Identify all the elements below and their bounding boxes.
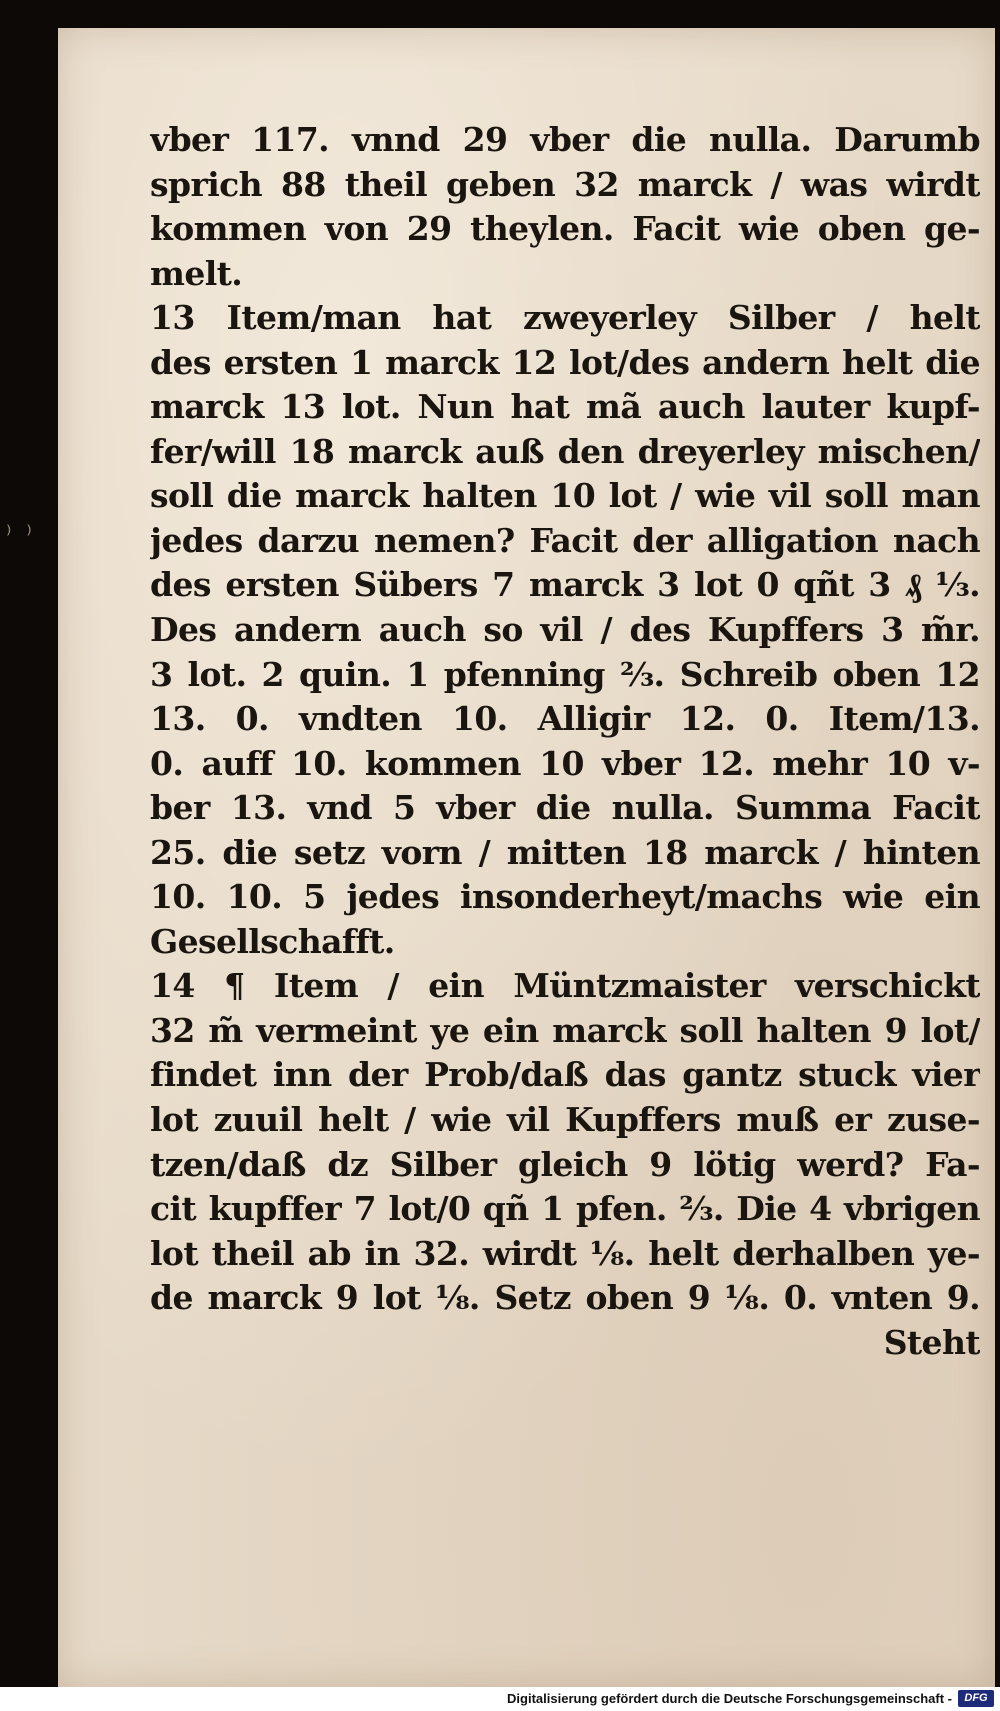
text-line-21: 32 m̃ vermeint ye ein marck soll halten 9 lot/ [150,1010,980,1050]
text-line-24: tzen/daß dz Silber gleich 9 lötig werd? Fa- [150,1144,980,1184]
text-line-11: des ersten Sübers 7 marck 3 lot 0 qñt 3 ₰ ⅓. [150,565,980,605]
dfg-logo-icon: DFG [958,1690,994,1707]
text-line-13: 3 lot. 2 quin. 1 pfenning ⅔. Schreib oben 12 [150,654,980,694]
text-line-9: soll die marck halten 10 lot / wie vil soll man [150,476,980,516]
text-line-27: de marck 9 lot ⅛. Setz oben 9 ⅛. 0. vnten 9. [150,1278,980,1318]
text-line-19: Gesellschafft. [150,921,395,961]
text-line-5: 13 Item/man hat zweyerley Silber / helt [150,298,980,338]
text-line-4: melt. [150,253,243,293]
footer-bar [0,1687,1000,1711]
text-line-6: des ersten 1 marck 12 lot/des andern helt die [150,342,980,382]
text-line-8: fer/will 18 marck auß den dreyerley mischen/ [150,431,980,471]
text-line-26: lot theil ab in 32. wirdt ⅛. helt derhalben ye- [150,1233,980,1273]
text-line-23: lot zuuil helt / wie vil Kupffers muß er zuse- [150,1100,980,1140]
margin-marks: ⁾ ⁾ [6,522,36,547]
text-line-14: 13. 0. vndten 10. Alligir 12. 0. Item/13. [150,699,980,739]
text-line-3: kommen von 29 theylen. Facit wie oben ge- [150,209,980,249]
text-line-16: ber 13. vnd 5 vber die nulla. Summa Facit [150,788,980,828]
text-line-20: 14 ¶ Item / ein Müntzmaister verschickt [150,966,980,1006]
text-line-18: 10. 10. 5 jedes insonderheyt/machs wie ein [150,877,980,917]
text-line-12: Des andern auch so vil / des Kupffers 3 m̃r. [150,610,980,650]
text-line-17: 25. die setz vorn / mitten 18 marck / hinten [150,832,980,872]
catchword: Steht [883,1322,980,1362]
text-line-25: cit kupffer 7 lot/0 qñ 1 pfen. ⅔. Die 4 vbrigen [150,1189,980,1229]
text-line-22: findet inn der Prob/daß das gantz stuck vier [150,1055,980,1095]
footer-credit: Digitalisierung gefördert durch die Deutsche Forschungsgemeinschaft - [507,1691,952,1706]
text-line-2: sprich 88 theil geben 32 marck / was wirdt [150,164,980,204]
text-line-15: 0. auff 10. kommen 10 vber 12. mehr 10 v- [150,743,980,783]
text-line-1: vber 117. vnnd 29 vber die nulla. Darumb [150,120,980,159]
text-line-7: marck 13 lot. Nun hat mã auch lauter kupf- [150,387,980,427]
text-line-10: jedes darzu nemen? Facit der alligation nach [150,520,980,560]
page-text [150,118,980,1365]
